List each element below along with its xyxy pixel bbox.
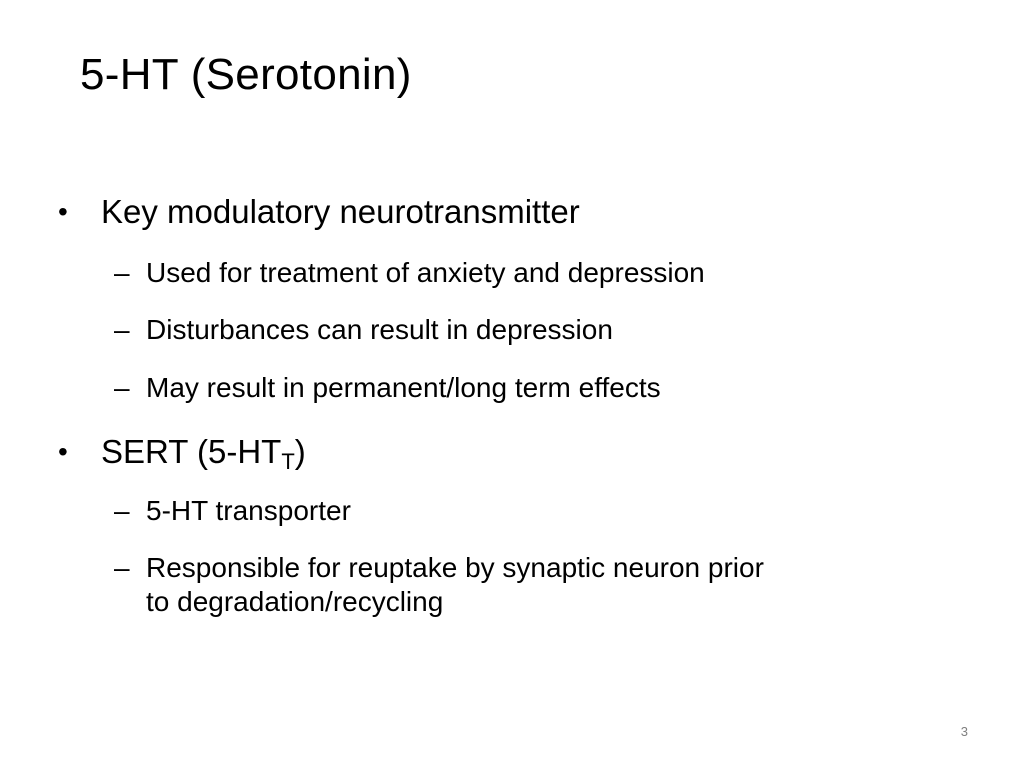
slide-title: 5-HT (Serotonin) — [80, 50, 412, 99]
sub-bullet-dash-icon: – — [114, 372, 130, 403]
sub-bullet-dash-icon: – — [114, 552, 130, 583]
bullet-dot-icon: • — [58, 436, 68, 467]
sub-bullet-text-line: Responsible for reuptake by synaptic neuron prior — [146, 552, 764, 583]
bullet-text — [101, 432, 306, 472]
sub-bullet-text — [146, 551, 764, 619]
page-number: 3 — [960, 724, 968, 739]
sub-bullet-text: Disturbances can result in depression — [146, 314, 613, 345]
sub-bullet-dash-icon: – — [114, 314, 130, 345]
sub-bullet-dash-icon: – — [114, 257, 130, 288]
sub-bullet-dash-icon: – — [114, 495, 130, 526]
sub-bullet-text-line: to degradation/recycling — [146, 586, 444, 617]
bullet-text-main: Key modulatory neurotransmitter — [101, 193, 580, 230]
bullet-dot-icon: • — [58, 196, 68, 227]
sub-bullet-text: Used for treatment of anxiety and depression — [146, 257, 705, 288]
sub-bullet-text: 5-HT transporter — [146, 495, 351, 526]
bullet-text-subscript: T — [281, 449, 295, 474]
bullet-text — [101, 192, 580, 232]
bullet-text-main: SERT (5-HT — [101, 433, 282, 470]
sub-bullet-text: May result in permanent/long term effects — [146, 372, 661, 403]
bullet-text-closing: ) — [294, 433, 306, 470]
